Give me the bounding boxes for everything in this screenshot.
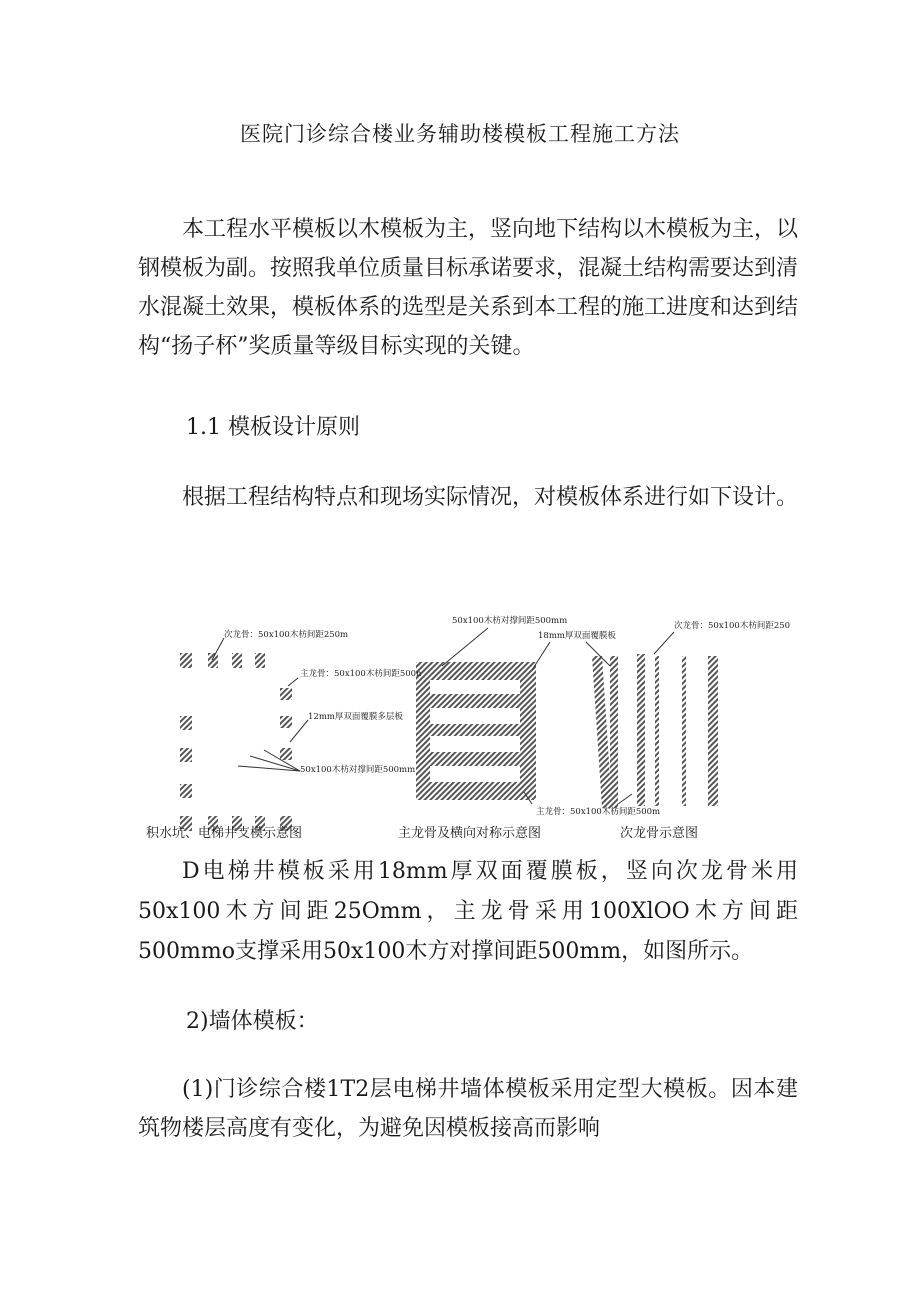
label-strut-1: 50x100木枋对撑间距500mm <box>300 765 416 775</box>
diagram-secondary-keel <box>586 632 718 808</box>
paragraph-design-intro: 根据工程结构特点和现场实际情况，对模板体系进行如下设计。 <box>182 485 799 510</box>
label-strut-2: 50x100木枋对撑间距500mm <box>452 616 568 626</box>
diagram-main-keel <box>416 628 550 804</box>
section-heading-1-1: 1.1 模板设计原则 <box>186 415 360 440</box>
diagram-sump-elevator <box>180 638 308 831</box>
label-secondary-keel-1: 次龙骨：50x100木枋间距250m <box>224 630 349 640</box>
paragraph-wall-formwork: (1)门诊综合楼1T2层电梯井墙体模板采用定型大模板。因本建筑物楼层高度有变化，为避免因模板接高而影响 <box>138 1077 798 1141</box>
paragraph-wall-formwork-heading: 2)墙体模板： <box>186 1009 319 1034</box>
document-title: 医院门诊综合楼业务辅助楼模板工程施工方法 <box>240 122 680 146</box>
formwork-diagram <box>140 608 800 848</box>
label-plywood-18mm: 18mm厚双面覆膜板 <box>538 631 616 641</box>
paragraph-elevator-formwork: D电梯井模板采用18mm厚双面覆膜板，竖向次龙骨米用50x100木方间距25Omm，主龙骨采用100XlOO木方间距500mmo支撑采用50x100木方对撑间距500mm，如图所示。 <box>138 859 798 964</box>
paragraph-intro: 本工程水平模板以木模板为主，竖向地下结构以木模板为主，以钢模板为副。按照我单位质量目标承诺要求，混凝土结构需要达到清水混凝土效果，模板体系的选型是关系到本工程的施工进度和达到结构“扬子杯”奖质量等级目标实现的关键。 <box>138 217 799 359</box>
caption-sump-elevator: 积水坑、电梯井支模示意图 <box>146 826 303 841</box>
label-plywood-12mm: 12mm厚双面覆膜多层板 <box>308 712 403 722</box>
caption-secondary-keel: 次龙骨示意图 <box>620 826 699 841</box>
label-main-keel-1: 主龙骨：50x100木枋间距500n <box>300 669 422 679</box>
label-main-keel-2: 主龙骨：50x100木枋间距500m <box>536 807 661 817</box>
label-secondary-keel-2: 次龙骨：50x100木枋间距250 <box>674 621 791 631</box>
caption-main-keel: 主龙骨及横向对称示意图 <box>398 826 542 841</box>
